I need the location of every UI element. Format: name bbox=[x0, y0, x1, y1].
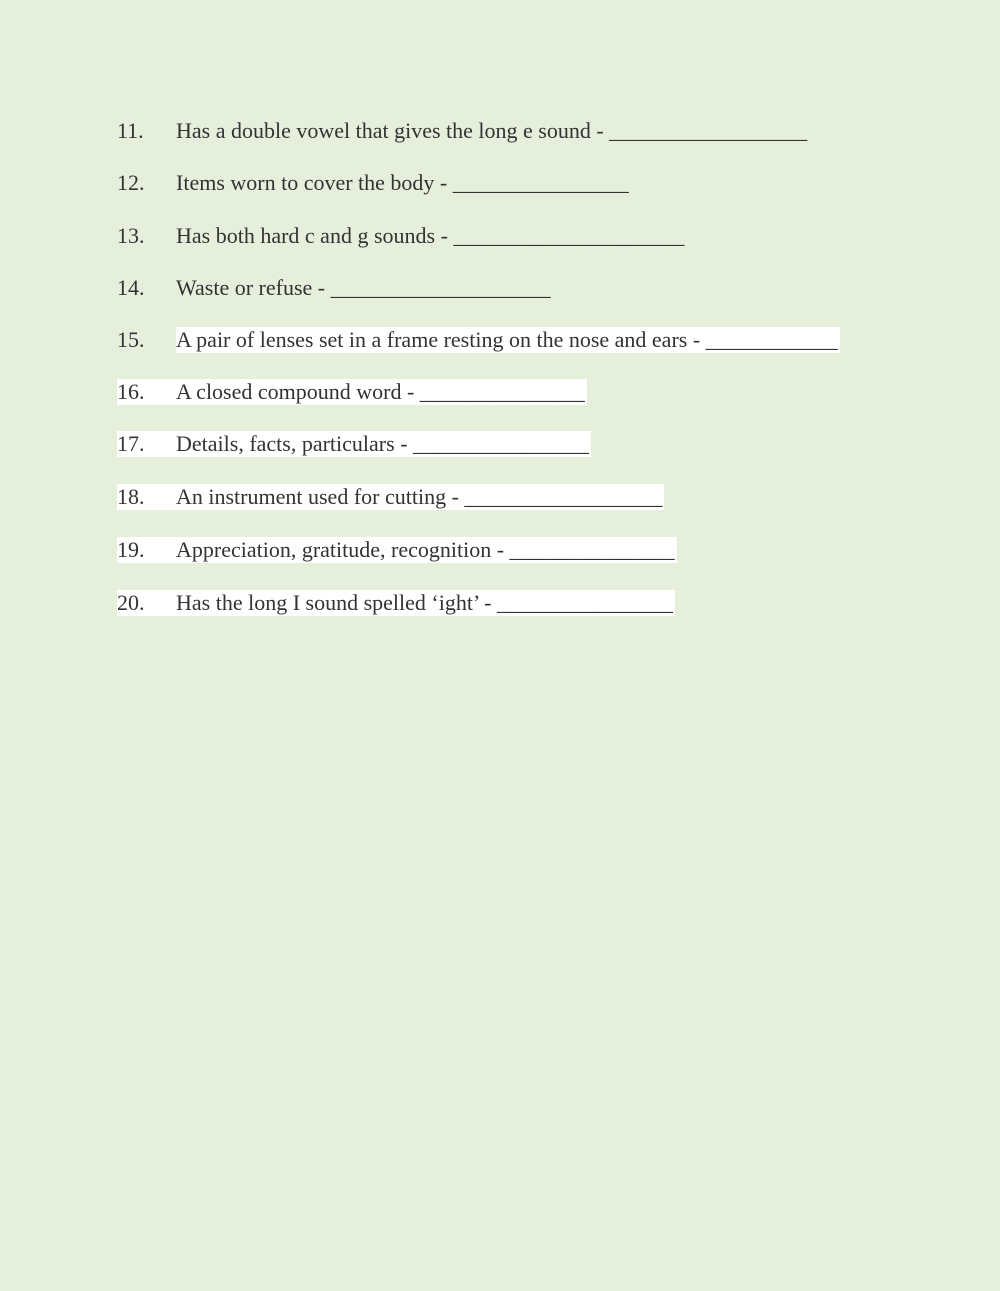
question-text: Appreciation, gratitude, recognition - _______________ bbox=[176, 537, 675, 562]
question-text: Waste or refuse - ____________________ bbox=[176, 275, 551, 300]
question-number: 13. bbox=[117, 223, 145, 248]
question-text: Details, facts, particulars - ________________ bbox=[176, 431, 590, 456]
question-12 bbox=[117, 170, 629, 196]
question-text: Items worn to cover the body - ________________ bbox=[176, 170, 629, 195]
question-number: 16. bbox=[117, 379, 145, 404]
question-text: A pair of lenses set in a frame resting on the nose and ears - ____________ bbox=[176, 327, 838, 352]
question-number: 18. bbox=[117, 484, 145, 509]
question-16 bbox=[117, 379, 587, 405]
question-text: Has both hard c and g sounds - _____________________ bbox=[176, 223, 685, 248]
question-text: Has the long I sound spelled ‘ight’ - ________________ bbox=[176, 590, 673, 615]
question-number: 11. bbox=[117, 118, 144, 143]
question-number: 20. bbox=[117, 590, 145, 615]
question-19 bbox=[117, 537, 677, 563]
question-14 bbox=[117, 275, 551, 301]
question-13 bbox=[117, 223, 684, 249]
question-11 bbox=[117, 118, 807, 144]
question-20 bbox=[117, 590, 675, 616]
question-number: 19. bbox=[117, 537, 145, 562]
question-number: 12. bbox=[117, 170, 145, 195]
question-number: 14. bbox=[117, 275, 145, 300]
question-number: 17. bbox=[117, 431, 145, 456]
question-text: A closed compound word - _______________ bbox=[176, 379, 585, 404]
question-text: An instrument used for cutting - __________________ bbox=[176, 484, 663, 509]
question-15 bbox=[117, 327, 840, 353]
question-text: Has a double vowel that gives the long e sound - __________________ bbox=[176, 118, 808, 143]
question-number: 15. bbox=[117, 327, 145, 352]
question-17 bbox=[117, 431, 591, 457]
question-18 bbox=[117, 484, 664, 510]
